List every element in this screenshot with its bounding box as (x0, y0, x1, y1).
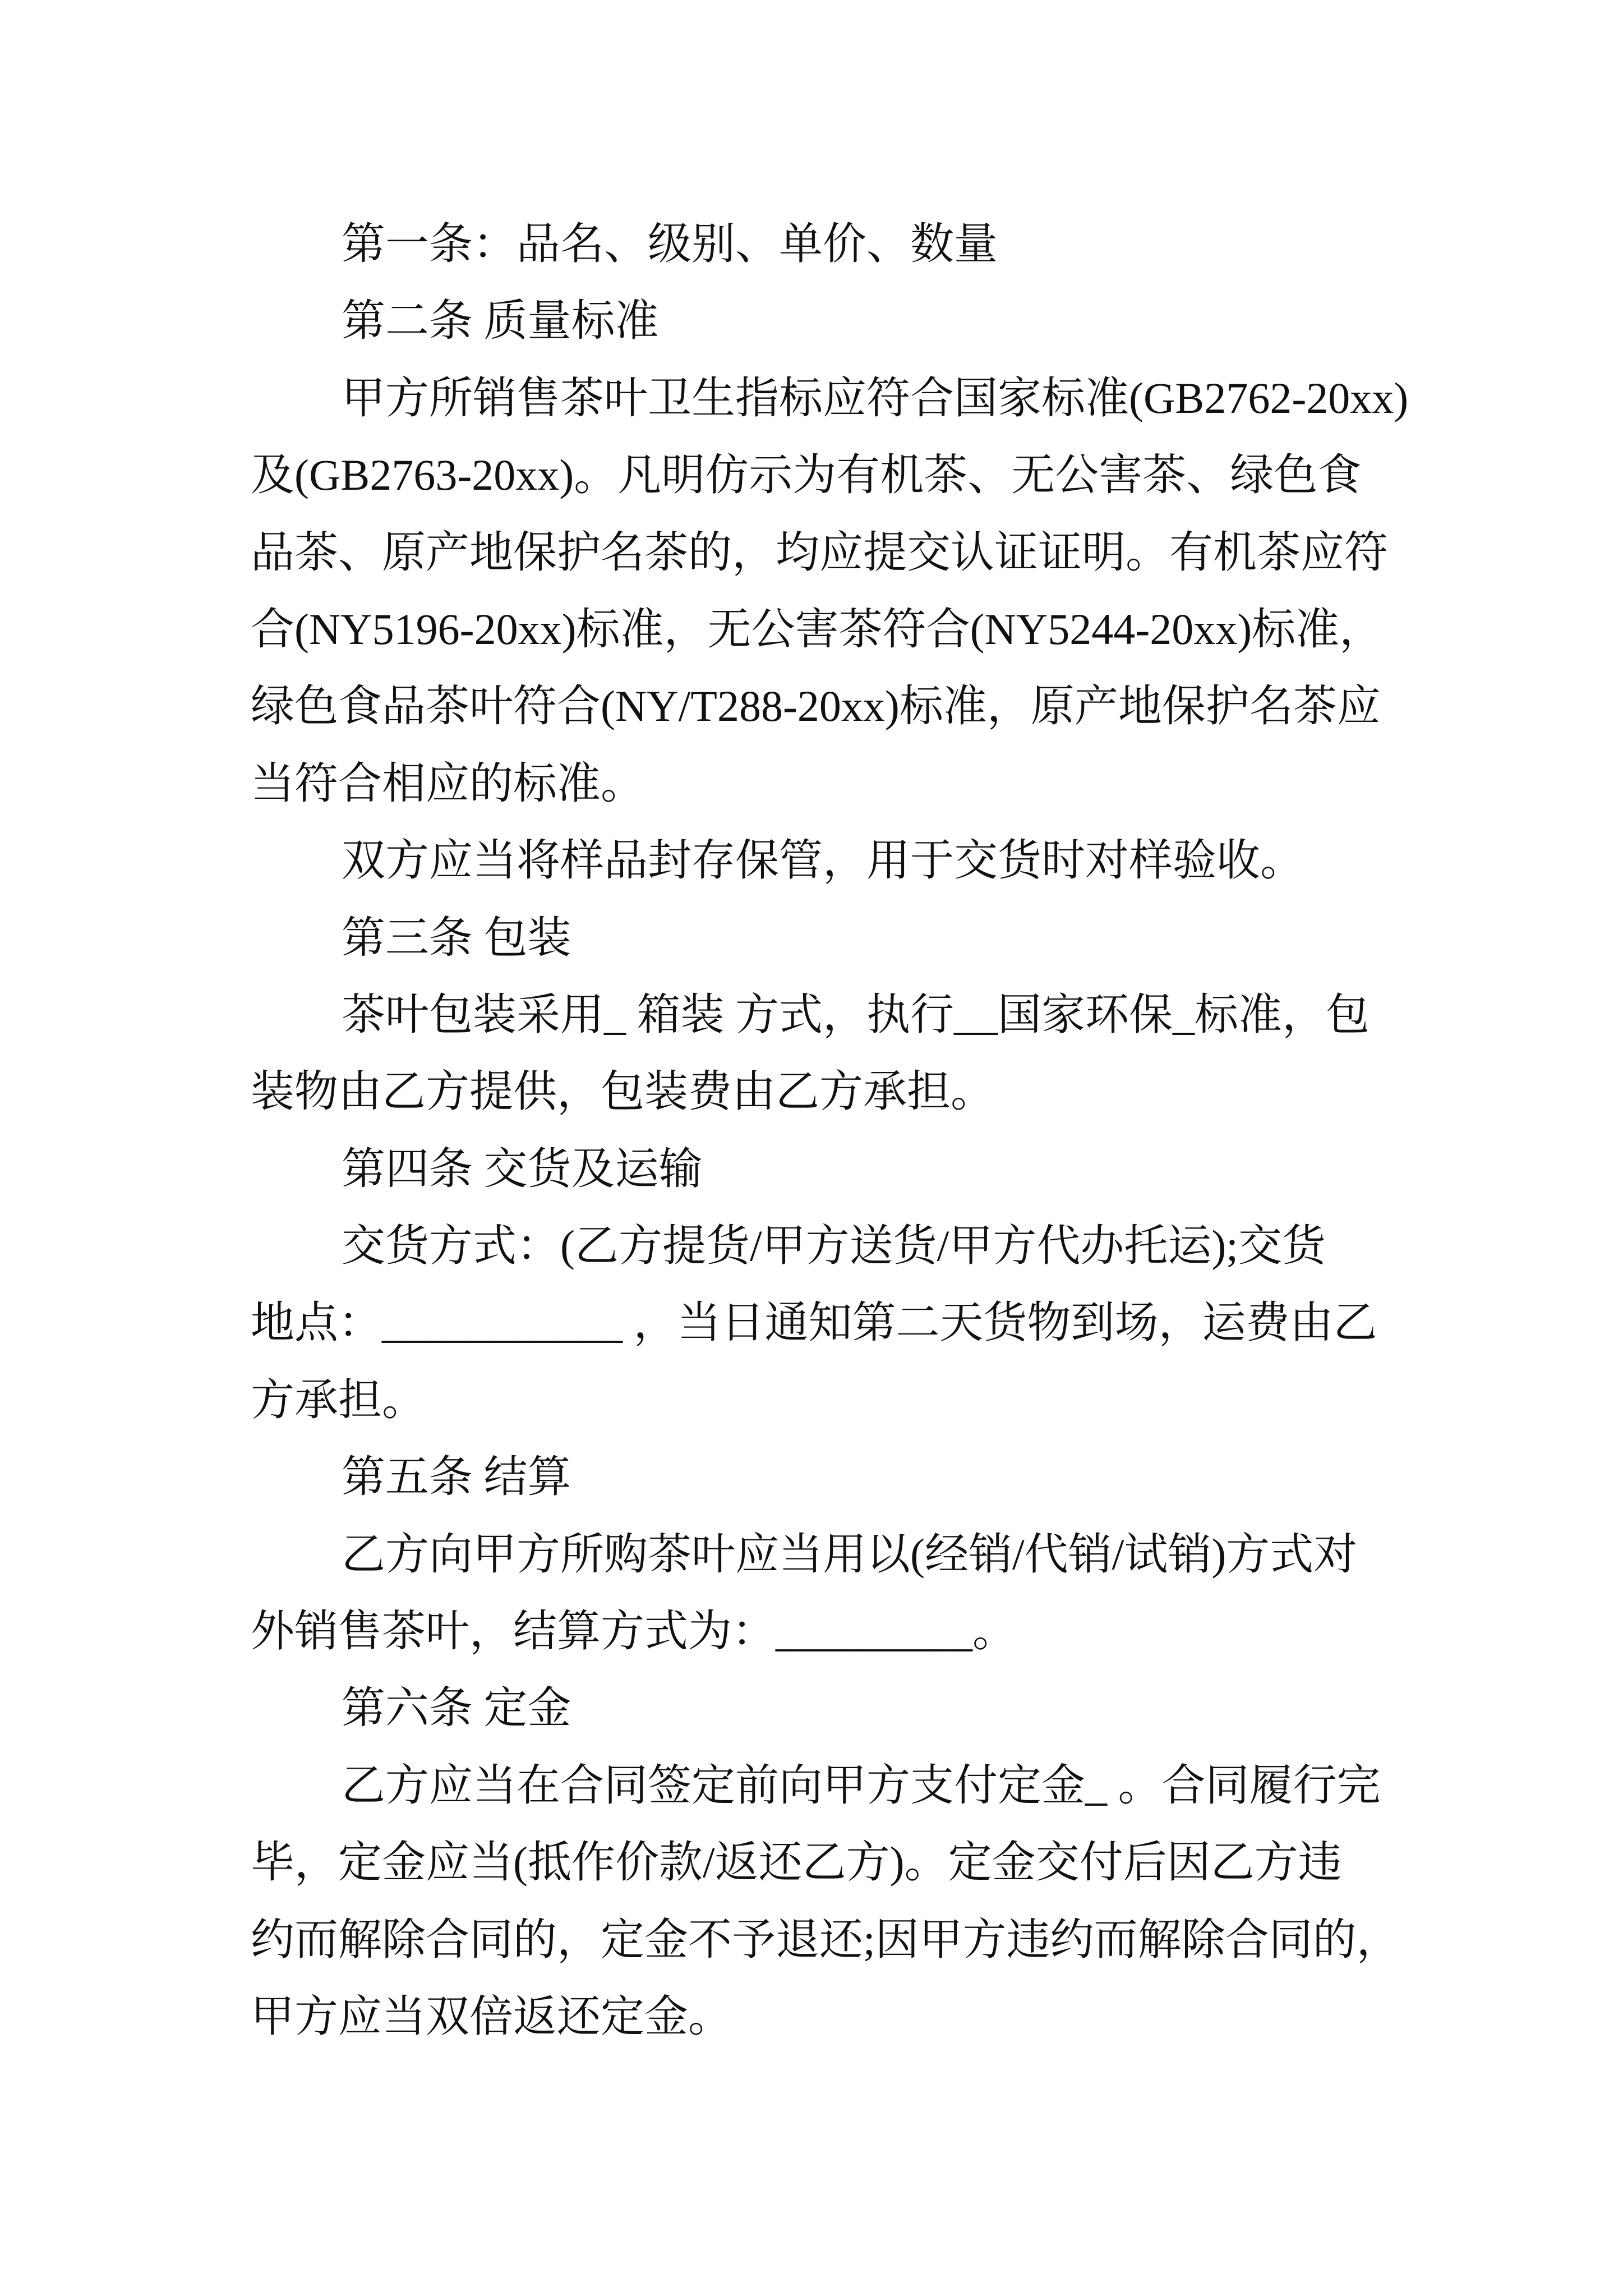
article (251, 282, 1541, 899)
article-heading: 第六条 定金 (342, 1683, 571, 1733)
paragraph-line: 当符合相应的标准。 (251, 758, 645, 808)
paragraph-line: 地点：___________ ，当日通知第二天货物到场，运费由乙 (251, 1298, 1377, 1347)
paragraph-line: 方承担。 (251, 1375, 426, 1424)
article-heading: 第三条 包装 (342, 913, 571, 962)
article (251, 899, 1541, 1130)
paragraph-line: 品茶、原产地保护名茶的，均应提交认证证明。有机茶应符 (251, 527, 1389, 577)
article (251, 1669, 1541, 2055)
paragraph-line: 外销售茶叶，结算方式为：_________。 (251, 1607, 1017, 1656)
article (251, 1438, 1541, 1669)
article-heading: 第二条 质量标准 (342, 296, 659, 346)
paragraph-line: 甲方应当双倍返还定金。 (251, 1991, 732, 2041)
paragraph (251, 976, 1541, 1130)
paragraph-line: 乙方应当在合同签定前向甲方支付定金_ 。合同履行完 (342, 1760, 1381, 1810)
article-heading: 第一条：品名、级别、单价、数量 (342, 219, 998, 268)
paragraph (251, 1747, 1541, 2055)
paragraph-line: 交货方式：(乙方提货/甲方送货/甲方代办托运);交货 (342, 1221, 1326, 1271)
paragraph-line: 双方应当将样品封存保管，用于交货时对样验收。 (342, 836, 1304, 885)
article-heading: 第四条 交货及运输 (342, 1144, 703, 1193)
paragraph-line: 茶叶包装采用_ 箱装 方式，执行__国家环保_标准，包 (342, 990, 1370, 1039)
article (251, 205, 1541, 282)
paragraph-line: 及(GB2763-20xx)。凡明仿示为有机茶、无公害茶、绿色食 (251, 450, 1362, 500)
paragraph-line: 约而解除合同的，定金不予退还;因甲方违约而解除合同的， (251, 1915, 1400, 1964)
paragraph (251, 360, 1541, 822)
document-body (251, 205, 1541, 2055)
article (251, 1130, 1541, 1439)
paragraph-line: 合(NY5196-20xx)标准，无公害茶符合(NY5244-20xx)标准， (251, 604, 1384, 654)
paragraph (251, 1207, 1541, 1438)
paragraph-line: 装物由乙方提供，包装费由乙方承担。 (251, 1067, 995, 1116)
paragraph-line: 毕，定金应当(抵作价款/返还乙方)。定金交付后因乙方违 (251, 1838, 1342, 1887)
paragraph-line: 绿色食品茶叶符合(NY/T288-20xx)标准，原产地保护名茶应 (251, 682, 1381, 731)
article-heading: 第五条 结算 (342, 1452, 571, 1502)
paragraph (251, 1516, 1541, 1670)
paragraph-line: 甲方所销售茶叶卫生指标应符合国家标准(GB2762-20xx) (342, 373, 1409, 422)
paragraph (251, 822, 1541, 899)
paragraph-line: 乙方向甲方所购茶叶应当用以(经销/代销/试销)方式对 (342, 1529, 1358, 1579)
